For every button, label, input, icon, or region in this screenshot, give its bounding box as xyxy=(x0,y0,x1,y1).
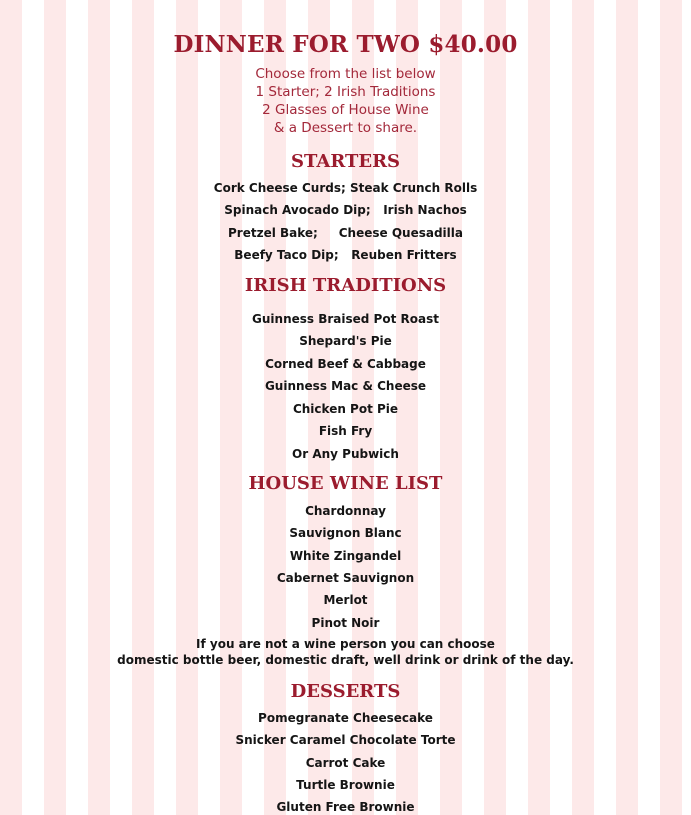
irish-tradition-item: Shepard's Pie xyxy=(299,334,392,348)
wine-item: Sauvignon Blanc xyxy=(289,526,402,540)
wine-item: Merlot xyxy=(323,593,368,607)
menu-intro xyxy=(0,65,691,137)
dessert-item: Turtle Brownie xyxy=(296,778,395,792)
wine-item: White Zingandel xyxy=(289,549,402,563)
irish-tradition-item: Chicken Pot Pie xyxy=(292,402,399,416)
irish-tradition-item: Corned Beef & Cabbage xyxy=(265,357,426,371)
dessert-item: Pomegranate Cheesecake xyxy=(258,711,433,725)
desserts-heading: DESSERTS xyxy=(290,681,401,702)
dessert-item: Carrot Cake xyxy=(305,756,386,770)
starter-item: Cork Cheese Curds; Steak Crunch Rolls xyxy=(213,181,478,195)
dessert-item: Gluten Free Brownie xyxy=(276,800,415,814)
note-line: domestic bottle beer, domestic draft, well drink or drink of the day. xyxy=(117,653,574,667)
note-line: If you are not a wine person you can choose xyxy=(196,637,495,651)
starter-item: Spinach Avocado Dip; Irish Nachos xyxy=(224,203,467,217)
house-wine-heading: HOUSE WINE LIST xyxy=(248,473,443,494)
intro-line: 1 Starter; 2 Irish Traditions xyxy=(255,84,436,100)
intro-line: Choose from the list below xyxy=(255,66,436,82)
wine-item: Pinot Noir xyxy=(311,616,380,630)
irish-tradition-item: Guinness Mac & Cheese xyxy=(264,379,427,393)
intro-line: & a Dessert to share. xyxy=(273,120,418,136)
wine-alternative-note xyxy=(0,636,691,668)
wine-item: Cabernet Sauvignon xyxy=(276,571,415,585)
starter-item: Pretzel Bake; Cheese Quesadilla xyxy=(228,226,463,240)
menu-title: DINNER FOR TWO $40.00 xyxy=(173,31,518,58)
intro-line: 2 Glasses of House Wine xyxy=(262,102,429,118)
irish-tradition-item: Fish Fry xyxy=(318,424,373,438)
irish-tradition-item: Guinness Braised Pot Roast xyxy=(252,312,439,326)
starter-item: Beefy Taco Dip; Reuben Fritters xyxy=(234,248,457,262)
irish-traditions-heading: IRISH TRADITIONS xyxy=(244,275,447,296)
starters-heading: STARTERS xyxy=(290,151,401,172)
wine-item: Chardonnay xyxy=(305,504,386,518)
dessert-item: Snicker Caramel Chocolate Torte xyxy=(235,733,456,747)
irish-tradition-item: Or Any Pubwich xyxy=(292,447,399,461)
